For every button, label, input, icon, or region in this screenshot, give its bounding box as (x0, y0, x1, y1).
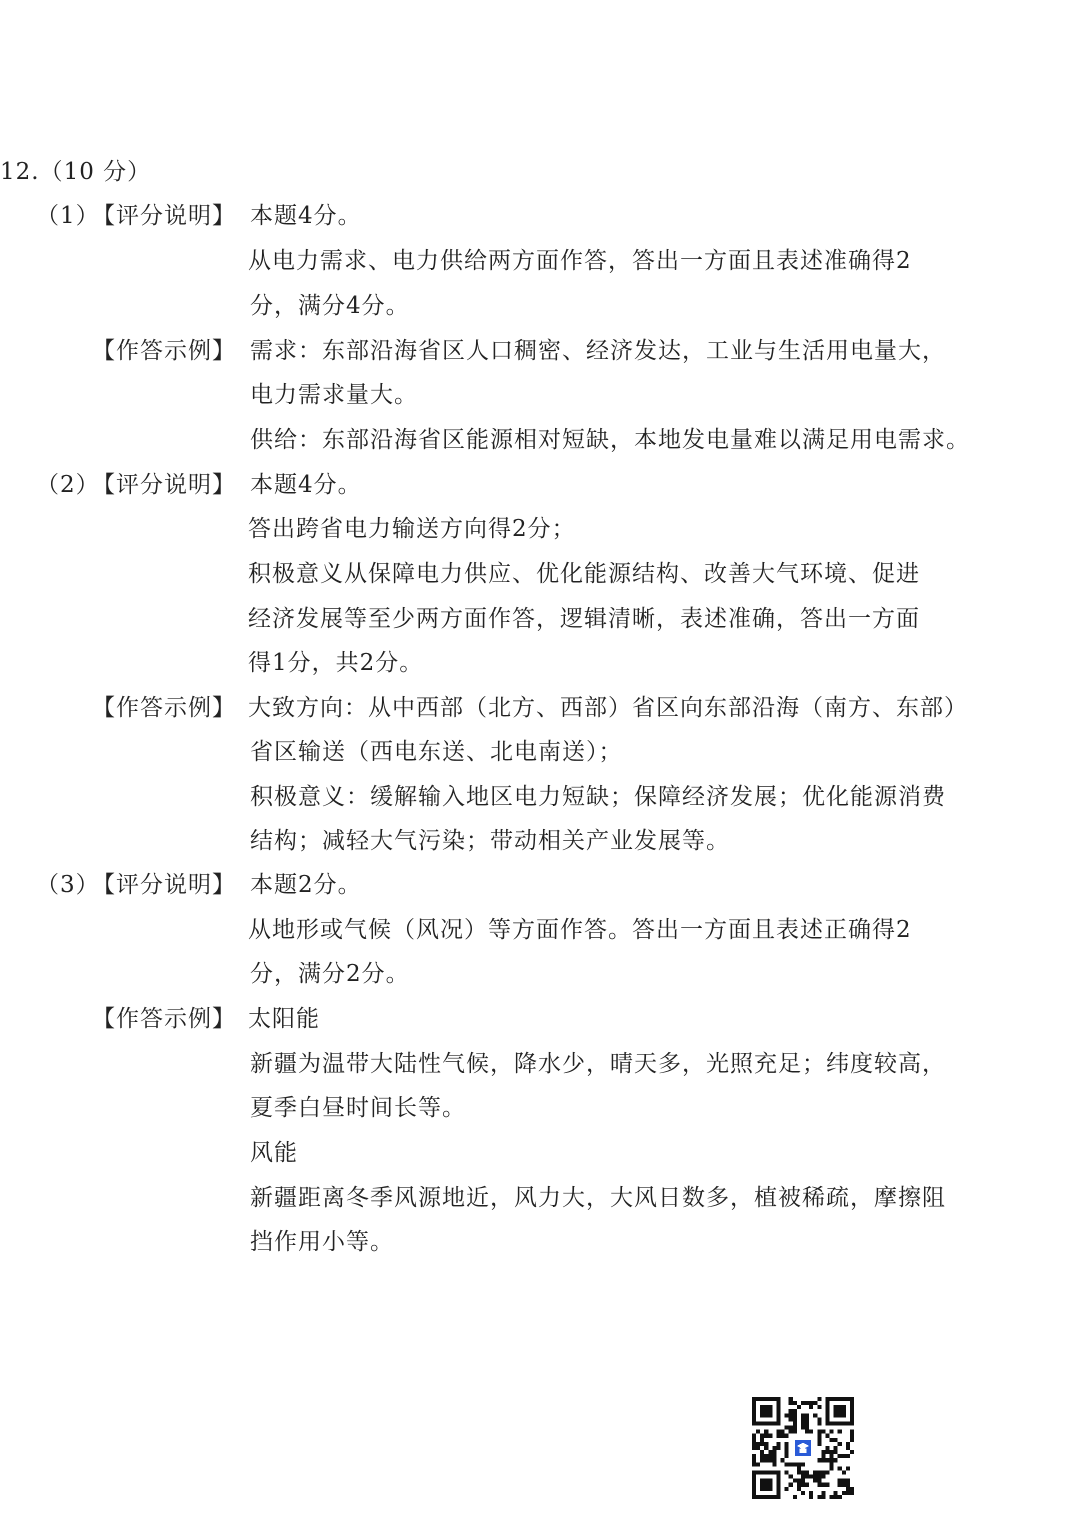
part-2-index: （2） (36, 472, 100, 498)
part-2-scoring-line: 得1分，共2分。 (248, 650, 424, 676)
part-3-index: （3） (36, 872, 100, 898)
part-2-scoring-line: 答出跨省电力输送方向得2分； (248, 516, 576, 542)
part-3-example-line: 新疆为温带大陆性气候，降水少，晴天多，光照充足；纬度较高， (250, 1051, 946, 1077)
part-1-example-line: 供给：东部沿海省区能源相对短缺，本地发电量难以满足用电需求。 (250, 427, 970, 453)
part-2-scoring-line: 经济发展等至少两方面作答，逻辑清晰，表述准确，答出一方面 (248, 606, 920, 632)
part-3-example-label: 【作答示例】 (92, 1006, 236, 1032)
part-3-example-line: 风能 (250, 1140, 298, 1166)
part-3-scoring-line: 从地形或气候（风况）等方面作答。答出一方面且表述正确得2 (248, 917, 912, 943)
part-2-scoring-first: 本题4分。 (250, 472, 362, 498)
part-3-scoring-label: 【评分说明】 (92, 872, 236, 898)
part-3-scoring-line: 分，满分2分。 (250, 961, 410, 987)
part-2-example-label: 【作答示例】 (92, 695, 236, 721)
part-3-example-line: 夏季白昼时间长等。 (250, 1095, 466, 1121)
part-1-scoring-label: 【评分说明】 (92, 203, 236, 229)
question-header: 12.（10 分） (0, 159, 152, 185)
part-1-example-label: 【作答示例】 (92, 338, 236, 364)
part-3-scoring-first: 本题2分。 (250, 872, 362, 898)
part-2-example-line: 大致方向：从中西部（北方、西部）省区向东部沿海（南方、东部） (248, 695, 968, 721)
part-1-scoring-line: 从电力需求、电力供给两方面作答，答出一方面且表述准确得2 (248, 248, 912, 274)
part-2-scoring-line: 积极意义从保障电力供应、优化能源结构、改善大气环境、促进 (248, 561, 920, 587)
part-2-scoring-label: 【评分说明】 (92, 472, 236, 498)
part-2-example-line: 省区输送（西电东送、北电南送）； (250, 739, 623, 765)
part-2-example-line: 结构；减轻大气污染；带动相关产业发展等。 (250, 828, 730, 854)
part-2-example-line: 积极意义：缓解输入地区电力短缺；保障经济发展；优化能源消费 (250, 784, 946, 810)
part-1-scoring-line: 分，满分4分。 (250, 293, 410, 319)
part-1-example-line: 需求：东部沿海省区人口稠密、经济发达，工业与生活用电量大， (250, 338, 946, 364)
part-3-example-line: 挡作用小等。 (250, 1229, 394, 1255)
part-3-example-line: 新疆距离冬季风源地近，风力大，大风日数多，植被稀疏，摩擦阻 (250, 1185, 946, 1211)
part-1-example-line: 电力需求量大。 (250, 382, 418, 408)
part-3-example-line: 太阳能 (248, 1006, 320, 1032)
qr-code-icon (752, 1397, 854, 1499)
part-1-scoring-first: 本题4分。 (250, 203, 362, 229)
part-1-index: （1） (36, 203, 100, 229)
